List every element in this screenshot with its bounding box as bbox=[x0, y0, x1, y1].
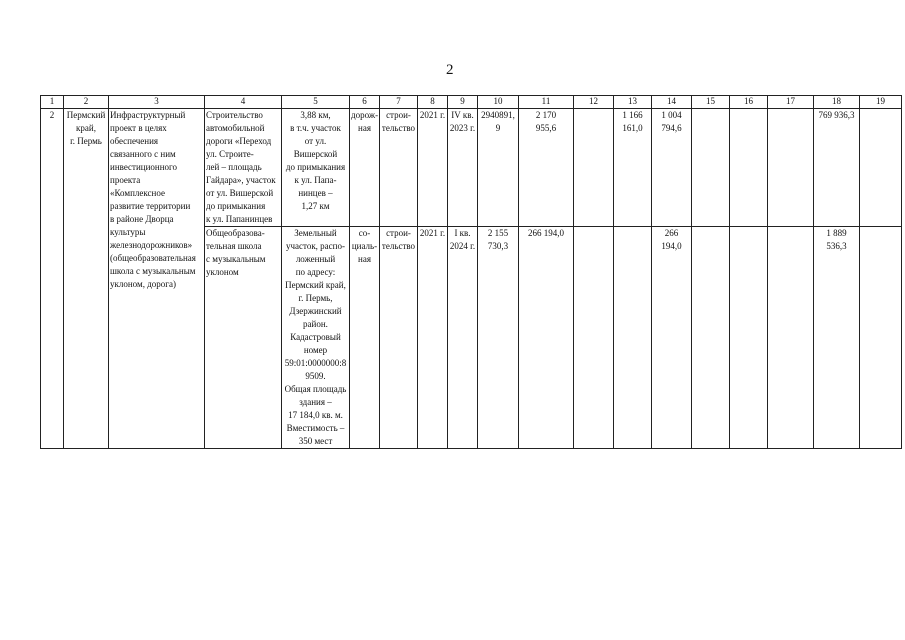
value-cell bbox=[574, 227, 614, 449]
value-cell bbox=[730, 109, 768, 227]
value-cell: 1 889 536,3 bbox=[814, 227, 860, 449]
work-type-cell: строи- тельство bbox=[380, 109, 418, 227]
value-cell: 769 936,3 bbox=[814, 109, 860, 227]
value-cell: 1 166 161,0 bbox=[614, 109, 652, 227]
col-number: 9 bbox=[448, 96, 478, 109]
value-cell: 2940891, 9 bbox=[478, 109, 519, 227]
end-date-cell: I кв. 2024 г. bbox=[448, 227, 478, 449]
col-number: 5 bbox=[282, 96, 350, 109]
work-type-cell: строи- тельство bbox=[380, 227, 418, 449]
row-number-cell: 2 bbox=[41, 109, 64, 449]
col-number: 15 bbox=[692, 96, 730, 109]
col-number: 7 bbox=[380, 96, 418, 109]
value-cell: 266 194,0 bbox=[652, 227, 692, 449]
object-type-cell: дорож- ная bbox=[350, 109, 380, 227]
value-cell bbox=[768, 227, 814, 449]
object-name-cell: Общеобразова- тельная школа с музыкальным уклоном bbox=[205, 227, 282, 449]
col-number: 19 bbox=[860, 96, 902, 109]
value-cell bbox=[730, 227, 768, 449]
col-number: 14 bbox=[652, 96, 692, 109]
value-cell bbox=[860, 109, 902, 227]
end-date-cell: IV кв. 2023 г. bbox=[448, 109, 478, 227]
region-cell: Пермский край, г. Пермь bbox=[64, 109, 109, 449]
col-number: 18 bbox=[814, 96, 860, 109]
value-cell bbox=[768, 109, 814, 227]
value-cell: 1 004 794,6 bbox=[652, 109, 692, 227]
col-number: 11 bbox=[519, 96, 574, 109]
value-cell: 266 194,0 bbox=[519, 227, 574, 449]
column-number-row bbox=[41, 96, 902, 109]
col-number: 10 bbox=[478, 96, 519, 109]
col-number: 13 bbox=[614, 96, 652, 109]
col-number: 1 bbox=[41, 96, 64, 109]
col-number: 17 bbox=[768, 96, 814, 109]
value-cell bbox=[692, 227, 730, 449]
col-number: 6 bbox=[350, 96, 380, 109]
value-cell bbox=[574, 109, 614, 227]
col-number: 2 bbox=[64, 96, 109, 109]
value-cell bbox=[860, 227, 902, 449]
col-number: 16 bbox=[730, 96, 768, 109]
projects-table bbox=[40, 95, 902, 449]
start-year-cell: 2021 г. bbox=[418, 109, 448, 227]
table-row bbox=[41, 109, 902, 227]
value-cell bbox=[614, 227, 652, 449]
object-name-cell: Строительство автомобильной дороги «Переход ул. Строите- лей – площадь Гайдара», участок от ул. Вишерской до примыкания к ул. Папанинцев bbox=[205, 109, 282, 227]
start-year-cell: 2021 г. bbox=[418, 227, 448, 449]
value-cell: 2 155 730,3 bbox=[478, 227, 519, 449]
col-number: 12 bbox=[574, 96, 614, 109]
col-number: 3 bbox=[109, 96, 205, 109]
object-type-cell: со- циаль- ная bbox=[350, 227, 380, 449]
characteristics-cell: Земельный участок, распо- ложенный по адресу: Пермский край, г. Пермь, Дзержинский район. Кадастровый номер 59:01:0000000:8 9509. Общая площадь здания – 17 184,0 кв. м. Вместимость – 350 мест bbox=[282, 227, 350, 449]
project-name-cell: Инфраструктурный проект в целях обеспечения связанного с ним инвестиционного проекта «Комплексное развитие территории в районе Дворца культуры железнодорожников» (общеобразовательная школа с музыкальным уклоном, дорога) bbox=[109, 109, 205, 449]
value-cell bbox=[692, 109, 730, 227]
page-number: 2 bbox=[446, 62, 454, 78]
col-number: 8 bbox=[418, 96, 448, 109]
col-number: 4 bbox=[205, 96, 282, 109]
value-cell: 2 170 955,6 bbox=[519, 109, 574, 227]
characteristics-cell: 3,88 км, в т.ч. участок от ул. Вишерской до примыкания к ул. Папа- нинцев – 1,27 км bbox=[282, 109, 350, 227]
